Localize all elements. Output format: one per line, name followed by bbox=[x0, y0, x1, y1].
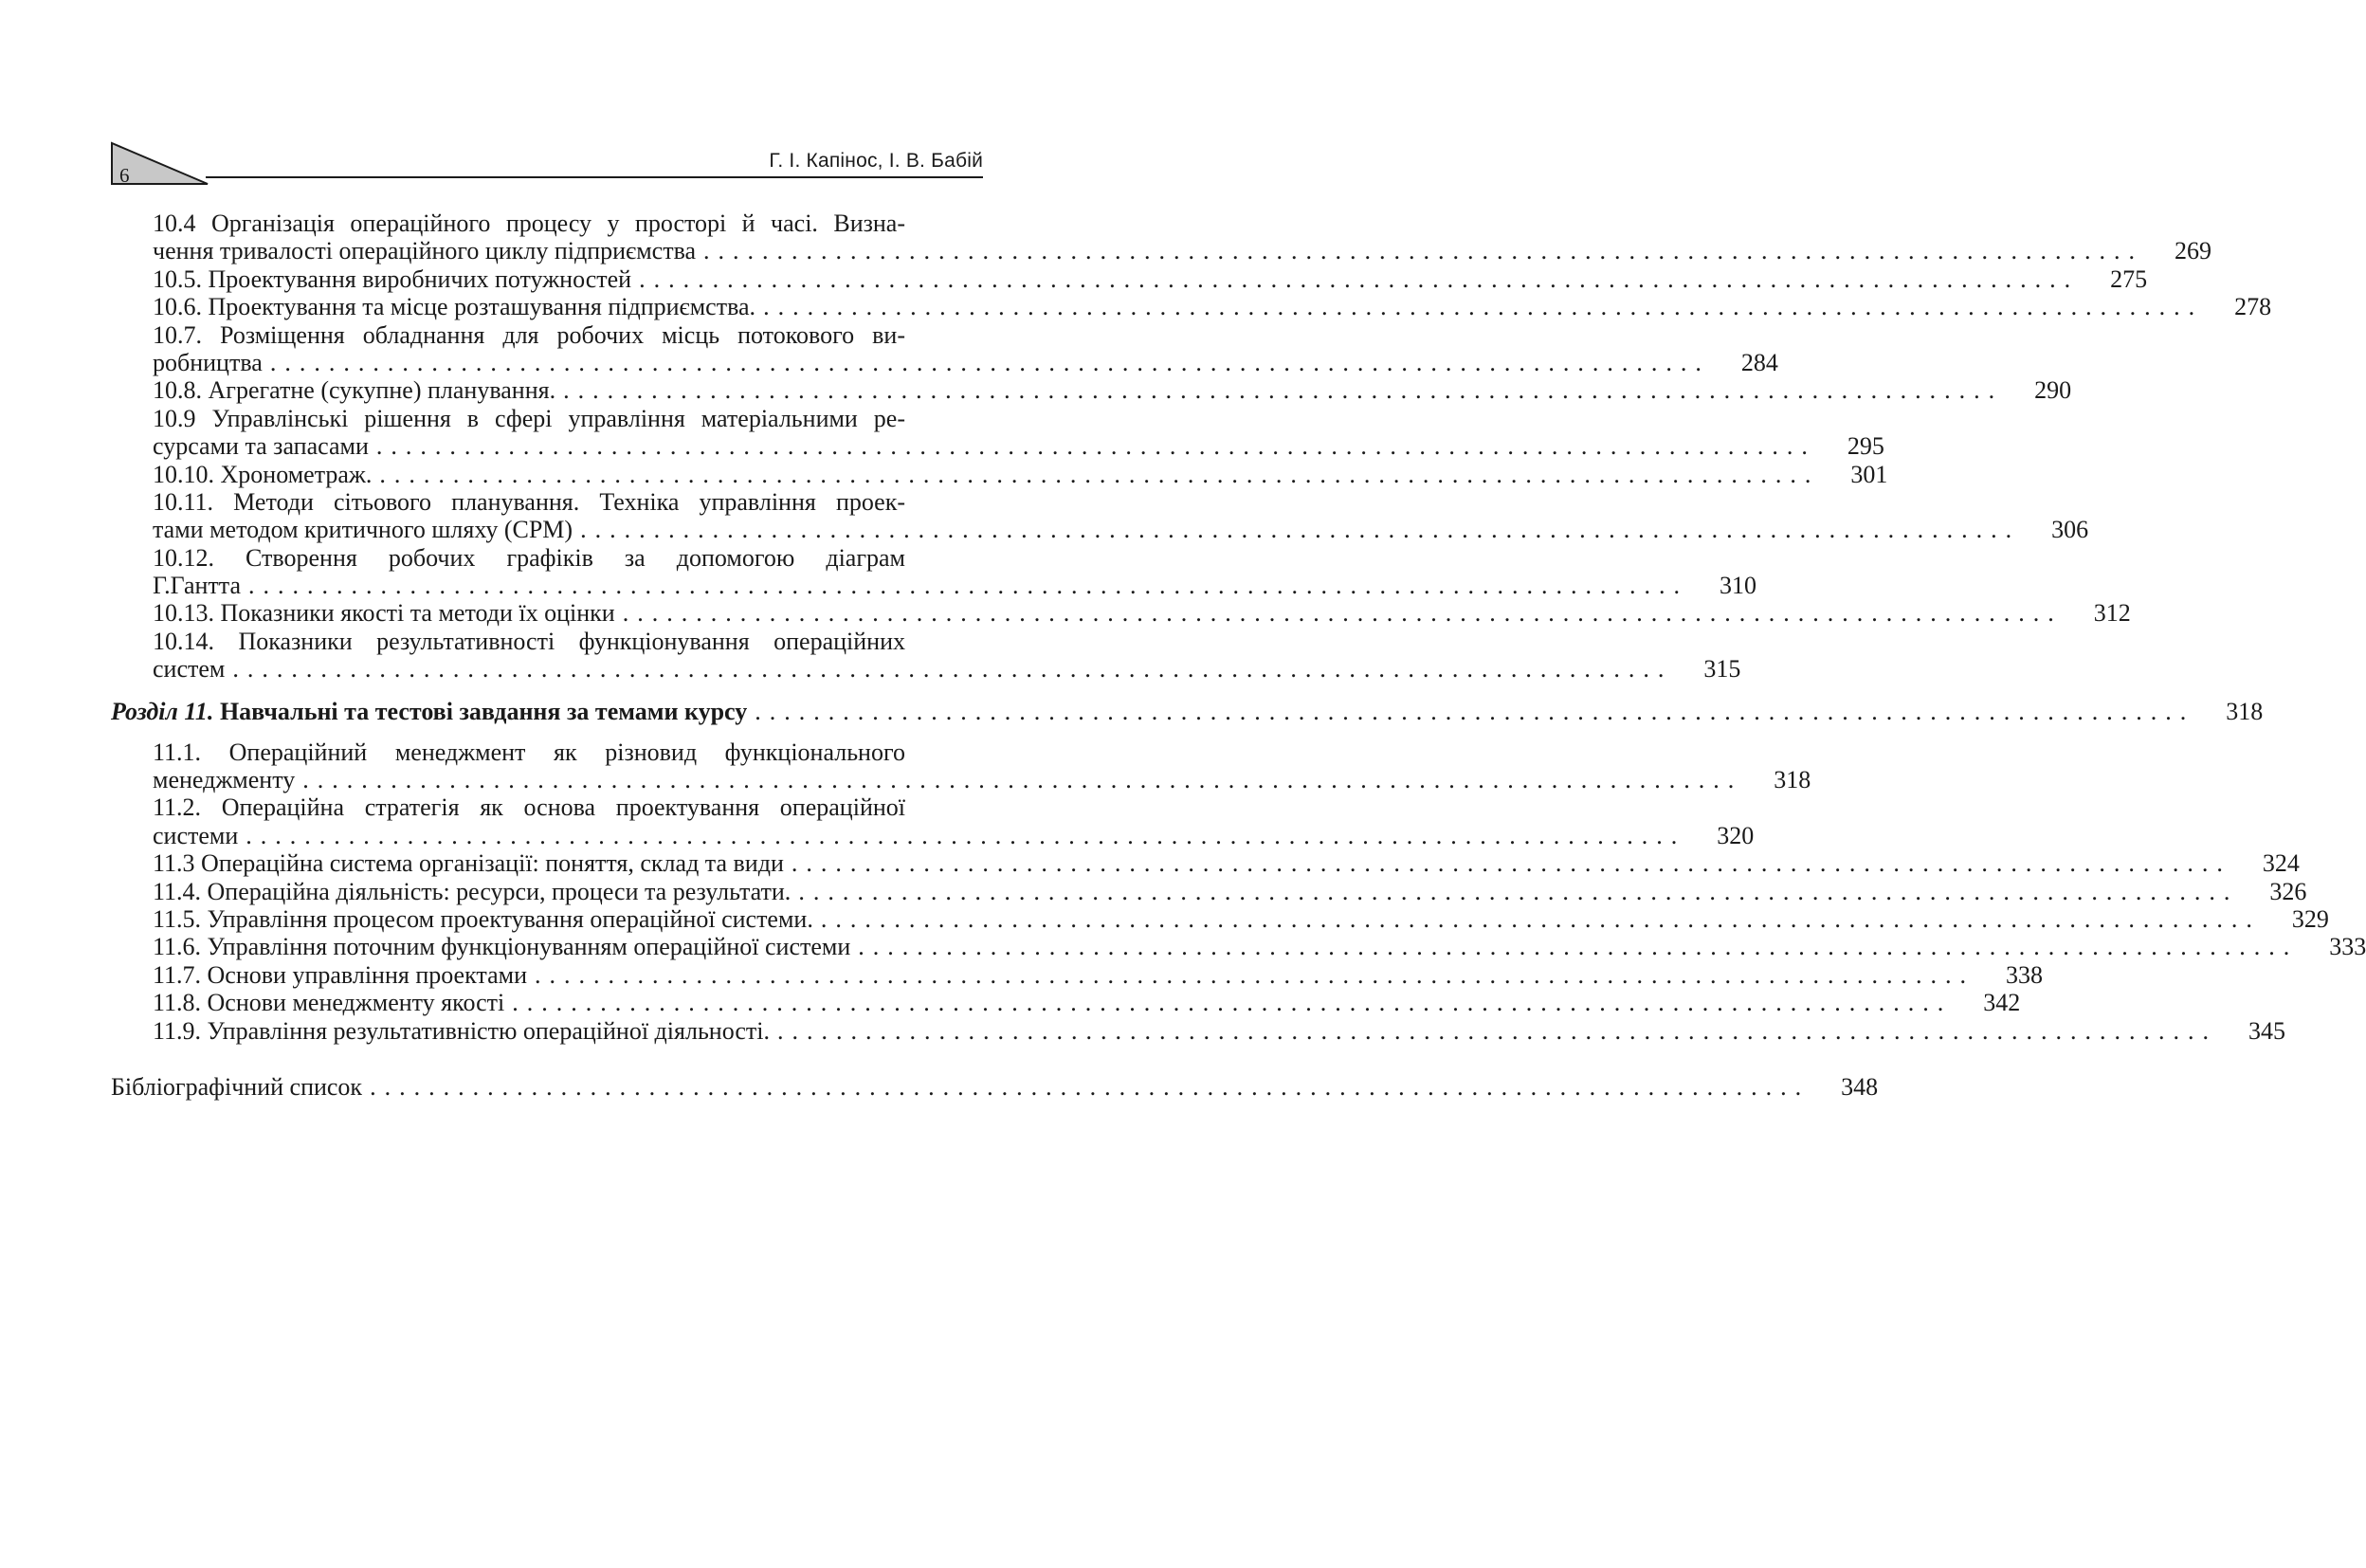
running-head-authors: Г. І. Капінос, І. В. Бабій bbox=[769, 150, 983, 172]
section-page: 318 bbox=[2226, 697, 2264, 725]
entry-page-number: 329 bbox=[2291, 904, 2329, 933]
dot-leader: .................................................................................................. bbox=[269, 348, 1710, 376]
entry-page-number: 338 bbox=[2005, 960, 2043, 989]
header-rule bbox=[206, 176, 983, 178]
toc-entry[interactable] bbox=[153, 933, 2366, 961]
dot-leader: .................................................................................................. bbox=[777, 1016, 2217, 1045]
entry-title-line: 10.4 Організація операційного процесу у просторі й часі. Визна- bbox=[153, 210, 905, 237]
section-title: Навчальні та тестові завдання за темами курсу bbox=[219, 697, 748, 725]
toc-entry[interactable] bbox=[153, 738, 1811, 794]
dot-leader: .................................................................................................. bbox=[798, 877, 2239, 905]
dot-leader: .................................................................................................. bbox=[512, 989, 1953, 1017]
toc-entry[interactable] bbox=[153, 404, 1884, 461]
toc-entry[interactable] bbox=[153, 849, 2300, 878]
toc-group-chapter-11 bbox=[111, 738, 2366, 1045]
toc-entry[interactable] bbox=[153, 1016, 2285, 1045]
entry-title-line: 11.5. Управління процесом проектування операційної системи. bbox=[153, 904, 813, 933]
dot-leader: .................................................................................................. bbox=[763, 293, 2204, 321]
dot-leader: .................................................................................................. bbox=[858, 933, 2299, 961]
dot-leader: .................................................................................................. bbox=[246, 821, 1686, 849]
toc-group-chapter-10 bbox=[111, 210, 2272, 684]
toc-entry[interactable] bbox=[153, 487, 2089, 544]
table-of-contents bbox=[111, 210, 2366, 1101]
entry-title-line: 11.1. Операційний менеджмент як різновид функціонального bbox=[153, 738, 905, 766]
entry-title-line: сурсами та запасами bbox=[153, 432, 369, 461]
entry-title-line: 10.10. Хронометраж. bbox=[153, 460, 373, 488]
entry-page-number: 269 bbox=[2175, 237, 2212, 265]
entry-title-line: робництва bbox=[153, 348, 263, 376]
entry-page-number: 324 bbox=[2262, 849, 2300, 878]
entry-title-line: 11.2. Операційна стратегія як основа проектування операційної bbox=[153, 793, 905, 822]
dot-leader: .................................................................................................. bbox=[703, 237, 2144, 265]
entry-page-number: 306 bbox=[2051, 516, 2089, 544]
entry-page-number: 320 bbox=[1717, 821, 1755, 849]
dot-leader: .................................................................................................. bbox=[302, 766, 1743, 794]
entry-page-number: 284 bbox=[1740, 348, 1778, 376]
toc-entry[interactable] bbox=[153, 376, 2072, 405]
entry-title-line: 11.4. Операційна діяльність: ресурси, процеси та результати. bbox=[153, 877, 792, 905]
entry-title-line: 10.7. Розміщення обладнання для робочих місць потокового ви- bbox=[153, 320, 905, 349]
dot-leader: .................................................................................................. bbox=[248, 572, 1689, 600]
entry-page-number: 278 bbox=[2234, 293, 2272, 321]
entry-title-line: 10.9 Управлінські рішення в сфері управління матеріальними ре- bbox=[153, 404, 905, 432]
toc-entry[interactable] bbox=[153, 877, 2307, 905]
entry-title-line: 11.9. Управління результативністю операційної діяльності. bbox=[153, 1016, 770, 1045]
entry-page-number: 333 bbox=[2329, 933, 2366, 961]
entry-page-number: 275 bbox=[2110, 264, 2148, 293]
entry-title-line: Г.Гантта bbox=[153, 572, 242, 600]
section-label: Розділ 11. bbox=[111, 697, 214, 725]
toc-entry[interactable] bbox=[153, 543, 1757, 600]
dot-leader: .................................................................................................. bbox=[791, 849, 2231, 878]
page-number: 6 bbox=[119, 164, 130, 187]
toc-entry[interactable] bbox=[153, 960, 2043, 989]
entry-title-line: 10.5. Проектування виробничих потужностей bbox=[153, 264, 632, 293]
entry-page-number: 310 bbox=[1720, 572, 1757, 600]
dot-leader: .................................................................................................. bbox=[370, 1072, 1811, 1101]
toc-entry[interactable] bbox=[153, 904, 2329, 933]
dot-leader: .................................................................................................. bbox=[639, 264, 2080, 293]
dot-leader: .................................................................................................. bbox=[563, 376, 2004, 405]
toc-entry[interactable] bbox=[153, 793, 1755, 849]
entry-page-number: 326 bbox=[2269, 877, 2307, 905]
entry-page-number: 345 bbox=[2248, 1016, 2285, 1045]
entry-page-number: 312 bbox=[2093, 599, 2131, 628]
dot-leader: .................................................................................................. bbox=[580, 516, 2021, 544]
entry-title-line: 10.12. Створення робочих графіків за допомогою діаграм bbox=[153, 543, 905, 572]
bibliography-title: Бібліографічний список bbox=[111, 1072, 363, 1101]
bibliography-page: 348 bbox=[1841, 1072, 1879, 1101]
entry-page-number: 301 bbox=[1850, 460, 1888, 488]
entry-title-line: 11.6. Управління поточним функціонуванням операційної системи bbox=[153, 933, 851, 961]
entry-page-number: 342 bbox=[1983, 989, 2021, 1017]
entry-title-line: 10.8. Агрегатне (сукупне) планування. bbox=[153, 376, 556, 405]
entry-page-number: 295 bbox=[1847, 432, 1884, 461]
page-header bbox=[111, 142, 983, 193]
toc-entry[interactable] bbox=[153, 264, 2148, 293]
toc-section-11[interactable] bbox=[111, 697, 2264, 727]
toc-entry[interactable] bbox=[153, 599, 2131, 628]
entry-title-line: 11.3 Операційна система організації: поняття, склад та види bbox=[153, 849, 784, 878]
entry-page-number: 315 bbox=[1703, 655, 1741, 684]
entry-title-line: 10.14. Показники результативності функціонування операційних bbox=[153, 627, 905, 655]
entry-title-line: менеджменту bbox=[153, 766, 296, 794]
dot-leader: .................................................................................................. bbox=[755, 697, 2195, 725]
entry-page-number: 290 bbox=[2034, 376, 2072, 405]
entry-title-line: системи bbox=[153, 821, 239, 849]
entry-title-line: 10.13. Показники якості та методи їх оцінки bbox=[153, 599, 615, 628]
toc-entry[interactable] bbox=[153, 210, 2212, 265]
entry-title-line: 11.8. Основи менеджменту якості bbox=[153, 989, 505, 1017]
entry-title-line: тами методом критичного шляху (CPM) bbox=[153, 516, 573, 544]
toc-entry[interactable] bbox=[153, 460, 1888, 488]
toc-bibliography[interactable] bbox=[111, 1072, 1879, 1101]
dot-leader: .................................................................................................. bbox=[375, 432, 1816, 461]
entry-title-line: систем bbox=[153, 655, 226, 684]
dot-leader: .................................................................................................. bbox=[534, 960, 1975, 989]
toc-entry[interactable] bbox=[153, 293, 2272, 321]
dot-leader: .................................................................................................. bbox=[622, 599, 2063, 628]
entry-title-line: 10.11. Методи сітьового планування. Техніка управління проек- bbox=[153, 487, 905, 516]
toc-entry[interactable] bbox=[153, 320, 1778, 377]
dot-leader: .................................................................................................. bbox=[820, 904, 2261, 933]
toc-entry[interactable] bbox=[153, 989, 2021, 1017]
dot-leader: .................................................................................................. bbox=[379, 460, 1820, 488]
entry-title-line: чення тривалості операційного циклу підприємства bbox=[153, 237, 697, 265]
entry-title-line: 10.6. Проектування та місце розташування підприємства. bbox=[153, 293, 756, 321]
entry-page-number: 318 bbox=[1774, 766, 1811, 794]
toc-entry[interactable] bbox=[153, 627, 1741, 684]
entry-title-line: 11.7. Основи управління проектами bbox=[153, 960, 527, 989]
dot-leader: .................................................................................................. bbox=[232, 655, 1673, 684]
